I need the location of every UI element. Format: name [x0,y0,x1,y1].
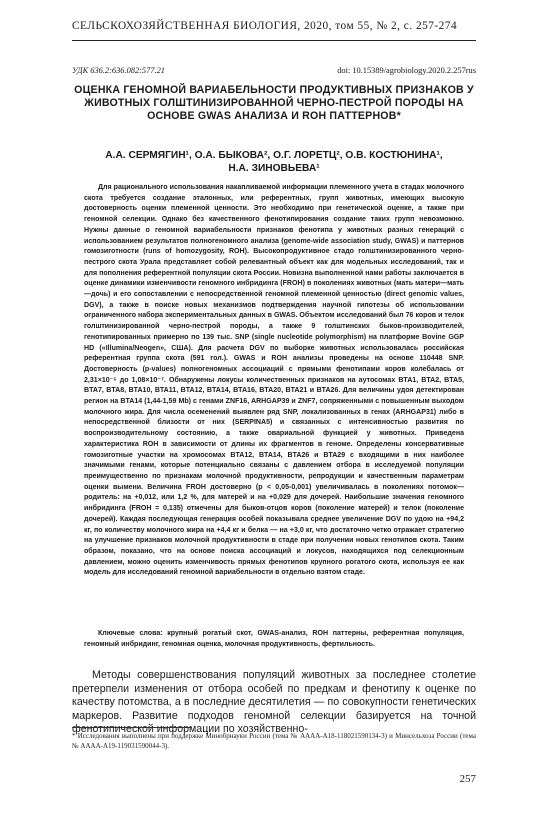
keywords-text: Ключевые слова: крупный рогатый скот, GWAS-анализ, ROH паттерны, референтная популяция, геномный инбридинг, геномная оценка, молочная продуктивность, фертильность. [84,630,464,648]
authors-line-2: Н.А. ЗИНОВЬЕВА¹ [228,163,320,174]
abstract-text: Для рационального использования накапливаемой информации племенного учета в стадах молочного скота требуется создание эталонных, или референтных, групп животных, имеющих высокую достоверность оценки племенной ценности. Это необходимо при генетической оценке, а также при геномной селекции. Однако без качественного фенотипирования создание таких групп невозможно. Нужны данные о геномной вариабельности признаков фенотипа у животных разных генераций с использованием результатов полногеномного анализа (genome-wide association study, GWAS) и паттернов гомозиготности (runs of homozygosity, ROH). Высокопродуктивное стадо голштинизированного черно-пестрого скота Урала представляет собой релевантный объект как для модельных исследований, так и для пополнения референтной популяции скота России. Новизна выполненной нами работы заключается в оценке динамики изменчивости геномного инбридинга (FROH) в поколениях животных (мать матери—мать—дочь) и его сопоставлении с непосредственной геномной племенной ценностью (direct genomic values, DGV), а также в поиске новых механизмов подтверждения научной гипотезы об использовании ограниченного набора экспериментальных данных в GWAS. Объектом исследований был 76 коров и телок голштинизированной черно-пестрой породы, а также 9 голштинских быков-производителей, генотипированных примерно по 139 тыс. SNP (single nucleotide polymorphism) на платформе Bovine GGP HD («Illumina/Neogen», США). Для расчета DGV по выборке животных использовалась российская референтная группа скота (591 гол.). GWAS и ROH анализы проведены на основе 110448 SNP. Достоверность (p-values) полногеномных ассоциаций с прямыми фенотипами коров колебалась от 2,31×10⁻⁵ до 1,08×10⁻⁷. Обнаружены локусы количественных признаков на аутосомах BTA1, BTA2, BTA5, BTA7, BTA8, BTA10, BTA11, BTA12, BTA14, BTA16, BTA20, BTA21 и BTA26. Для величины удоя детектирован регион на BTA14 (1,44-1,59 Mb) с генами ZNF16, ARHGAP39 и ZNF7, сопряженными с повышенным выходом молочного жира. Для числа осеменений выявлен ряд SNP, локализованных в генах (ARHGAP31) либо в непосредственной близости от них (SERPINA5) и связанных с интенсивностью развития по воспроизводительному состоянию, а также овариальной функцией у животных. Приведена характеристика ROH в зависимости от длины их фрагментов в геноме. Определены консервативные гомозиготные участки на хромосомах BTA12, BTA14, BTA26 и BTA29 с входящими в них наиболее значимыми генами, которые потенциально связаны с давлением отбора в исследуемой популяции преимущественно по признакам молочной продуктивности, репродукции и качественным параметрам оценки вымени. Величина FROH достоверно (p < 0,05-0,001) увеличивалась в поколениях потомок—родитель: на +0,012, или 1,2 %, для матерей и на +0,029 для дочерей. Наибольшие значения геномного инбридинга (FROH = 0,135) отмечены для быков-отцов коров (поколение матерей) и телок (поколение дочерей). Каждая последующая генерация особей показывала среднее увеличение DGV по удою на +94,2 кг, по количеству молочного жира на +4,4 кг и белка — на +3,0 кг, что достаточно четко отражает стратегию на улучшение признаков молочной продуктивности в стаде при получении новых генотипов скота. Таким образом, показано, что на основе поиска ассоциаций и локусов, находящихся под селекционным давлением, можно оценить изменчивость прямых фенотипов крупного рогатого скота, используя ее как модель для исследований геномной вариабельности в отдельно взятом стаде. [84,184,464,577]
abstract [84,183,464,579]
footnote [72,731,476,751]
footnote-rule [72,727,192,728]
footnote-text: * Исследования выполнены при поддержке Минобрнауки России (тема № АААА-А18-118021590134-3) и Минсельхоза России (тема № АААА-А19-119031590044-3). [72,732,476,750]
doi[interactable]: doi: 10.15389/agrobiology.2020.2.257rus [337,66,476,75]
page-number: 257 [459,773,476,785]
keywords [84,629,464,650]
udk-code: УДК 636.2:636.082:577.21 [72,66,165,75]
article-meta [72,66,476,75]
article-title: ОЦЕНКА ГЕНОМНОЙ ВАРИАБЕЛЬНОСТИ ПРОДУКТИВНЫХ ПРИЗНАКОВ У ЖИВОТНЫХ ГОЛШТИНИЗИРОВАННОЙ ЧЕРНО-ПЕСТРОЙ ПОРОДЫ НА ОСНОВЕ GWAS АНАЛИЗА И ROH ПАТТЕРНОВ* [74,84,474,122]
body-paragraph: Методы совершенствования популяций животных за последнее столетие претерпели изменения от отбора особей по предкам и фенотипу к оценке по качеству потомства, а в последние десятилетия — по совокупности генетических маркеров. Развитие подходов геномной селекции базируется на точной фенотипической информации по хозяйственно- [72,669,476,736]
authors-line-1: А.А. СЕРМЯГИН¹, О.А. БЫКОВА², О.Г. ЛОРЕТЦ², О.В. КОСТЮНИНА¹, [105,150,443,161]
journal-header: СЕЛЬСКОХОЗЯЙСТВЕННАЯ БИОЛОГИЯ, 2020, том 55, № 2, с. 257-274 [72,20,458,32]
header-rule [72,40,476,41]
authors [72,149,476,175]
